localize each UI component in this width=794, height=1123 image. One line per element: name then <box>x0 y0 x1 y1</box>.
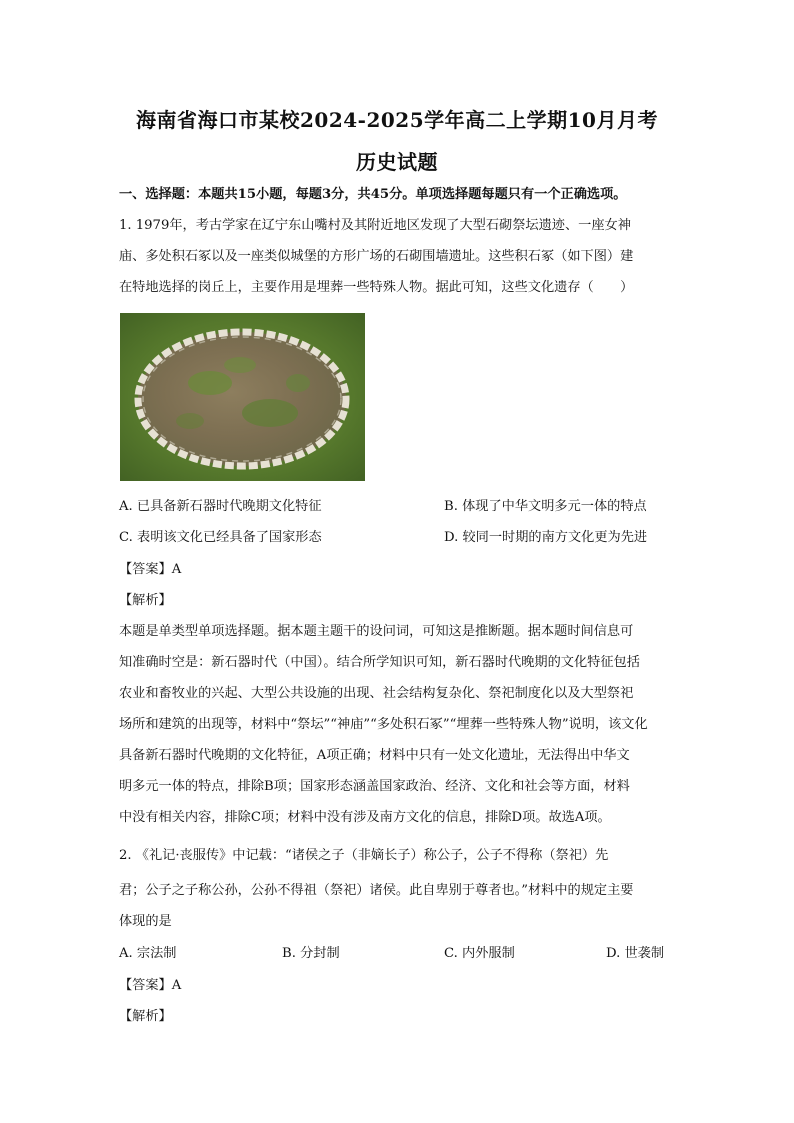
q2-option-c[interactable]: C. 内外服制 <box>444 946 515 961</box>
q1-stem-line: 1. 1979年，考古学家在辽宁东山嘴村及其附近地区发现了大型石砌祭坛遗迹、一座女神 <box>119 218 631 233</box>
page-subtitle: 历史试题 <box>356 150 438 174</box>
q1-analysis-line: 明多元一体的特点，排除B项；国家形态涵盖国家政治、经济、文化和社会等方面，材料 <box>119 779 630 794</box>
q2-analysis-label: 【解析】 <box>119 1009 172 1024</box>
q1-analysis-line: 场所和建筑的出现等，材料中“祭坛”“神庙”“多处积石冢”“埋葬一些特殊人物”说明，该文化 <box>119 717 648 732</box>
q2-option-d[interactable]: D. 世袭制 <box>606 946 665 961</box>
q1-option-a[interactable]: A. 已具备新石器时代晚期文化特征 <box>119 499 322 514</box>
q2-stem-line: 君；公子之子称公孙，公孙不得祖（祭祀）诸侯。此自卑别于尊者也。”材料中的规定主要 <box>119 883 634 898</box>
q1-option-c[interactable]: C. 表明该文化已经具备了国家形态 <box>119 530 322 545</box>
q2-option-a[interactable]: A. 宗法制 <box>119 946 177 961</box>
q1-analysis-label: 【解析】 <box>119 593 172 608</box>
section-heading: 一、选择题：本题共15小题，每题3分，共45分。单项选择题每题只有一个正确选项。 <box>119 187 627 202</box>
q1-option-b[interactable]: B. 体现了中华文明多元一体的特点 <box>444 499 647 514</box>
q1-stem-line: 庙、多处积石冢以及一座类似城堡的方形广场的石砌围墙遗址。这些积石冢（如下图）建 <box>119 249 634 264</box>
q1-analysis-line: 知准确时空是：新石器时代（中国）。结合所学知识可知，新石器时代晚期的文化特征包括 <box>119 655 640 670</box>
q1-analysis-line: 农业和畜牧业的兴起、大型公共设施的出现、社会结构复杂化、祭祀制度化以及大型祭祀 <box>119 686 634 701</box>
q1-stem-line: 在特地选择的岗丘上，主要作用是埋葬一些特殊人物。据此可知，这些文化遗存（ ） <box>119 280 634 295</box>
q2-stem-line: 体现的是 <box>119 914 172 929</box>
page-title: 海南省海口市某校2024-2025学年高二上学期10月月考 <box>136 108 658 132</box>
q2-option-b[interactable]: B. 分封制 <box>282 946 340 961</box>
q2-answer: 【答案】A <box>119 978 182 993</box>
q1-analysis-line: 中没有相关内容，排除C项；材料中没有涉及南方文化的信息，排除D项。故选A项。 <box>119 810 611 825</box>
q1-answer: 【答案】A <box>119 562 182 577</box>
q1-analysis-line: 具备新石器时代晚期的文化特征，A项正确；材料中只有一处文化遗址，无法得出中华文 <box>119 748 630 763</box>
q1-option-d[interactable]: D. 较同一时期的南方文化更为先进 <box>444 530 648 545</box>
q2-stem-line: 2. 《礼记·丧服传》中记载：“诸侯之子（非嫡长子）称公子，公子不得称（祭祀）先 <box>119 848 609 863</box>
stone-tomb-photo <box>120 313 365 481</box>
q1-analysis-line: 本题是单类型单项选择题。据本题主题干的设问词，可知这是推断题。据本题时间信息可 <box>119 624 634 639</box>
